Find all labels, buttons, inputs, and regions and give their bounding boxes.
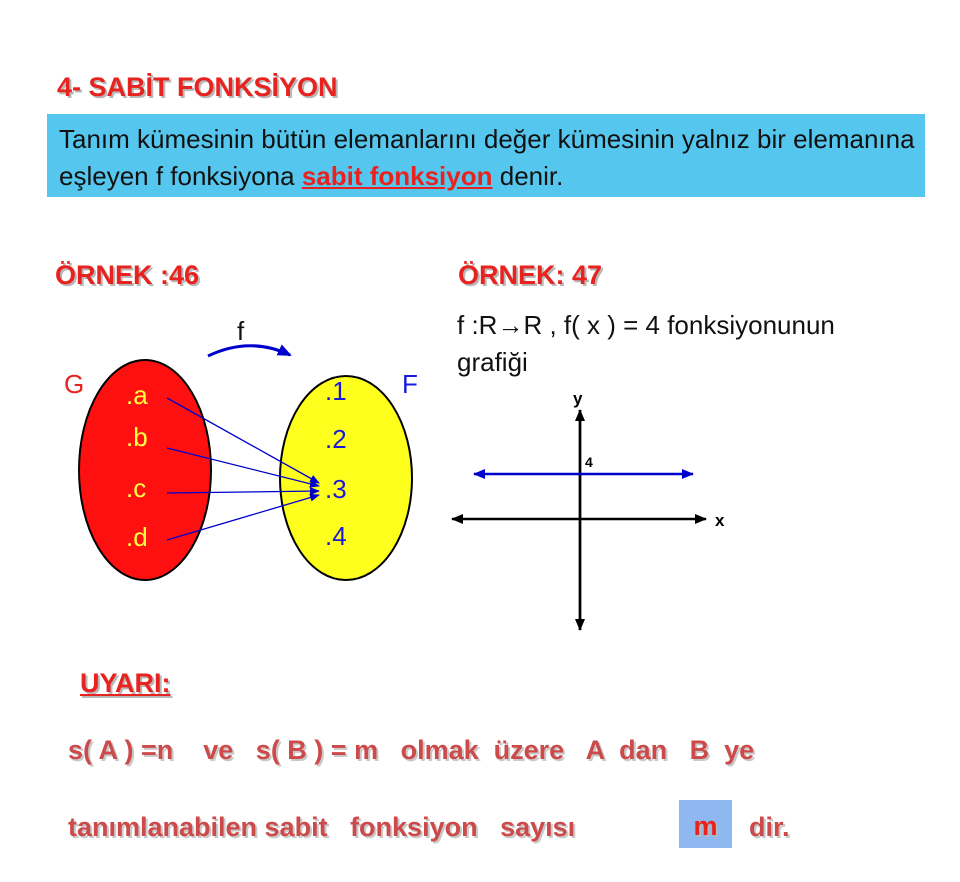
example-47-line2: grafiği	[457, 347, 528, 377]
warning-suffix: dir.	[749, 812, 790, 842]
set-f-name: F	[402, 369, 418, 399]
g-element-d: .d	[126, 522, 148, 552]
warning-line1: s( A ) =n ve s( B ) = m olmak üzere A dan B ye	[68, 735, 755, 765]
example-47-line1: f :R→R , f( x ) = 4 fonksiyonunun	[457, 310, 835, 340]
f-element-3: .3	[325, 474, 347, 504]
g-element-b: .b	[126, 422, 148, 452]
warning-label: UYARI:	[80, 668, 171, 698]
example-47-label: ÖRNEK: 47	[458, 260, 603, 290]
definition-highlight: sabit fonksiyon	[301, 161, 493, 191]
example-46-label: ÖRNEK :46	[55, 260, 200, 290]
g-element-c: .c	[126, 473, 147, 503]
definition-text-part1: Tanım kümesinin bütün elemanlarını değer kümesinin yalnız bir elemanına eşleyen f fonksiyona	[59, 124, 915, 191]
f-element-2: .2	[325, 424, 347, 454]
x-axis-label: x	[715, 511, 725, 530]
set-g-name: G	[64, 369, 85, 399]
example-47-text	[457, 307, 937, 381]
function-curved-arrow	[208, 346, 290, 356]
constant-function-graph	[440, 380, 760, 640]
answer-box: m	[679, 800, 732, 848]
warning-line2: tanımlanabilen sabit fonksiyon sayısı	[68, 812, 576, 842]
g-element-a: .a	[126, 380, 148, 410]
mapping-diagram	[0, 300, 440, 590]
function-label: f	[237, 316, 245, 346]
section-title: 4- SABİT FONKSİYON	[57, 72, 338, 102]
definition-box	[47, 114, 925, 197]
intercept-label: 4	[585, 454, 593, 470]
y-axis-label: y	[573, 389, 583, 408]
definition-text-part2: denir.	[492, 161, 564, 191]
f-element-4: .4	[325, 521, 347, 551]
f-element-1: .1	[325, 376, 347, 406]
